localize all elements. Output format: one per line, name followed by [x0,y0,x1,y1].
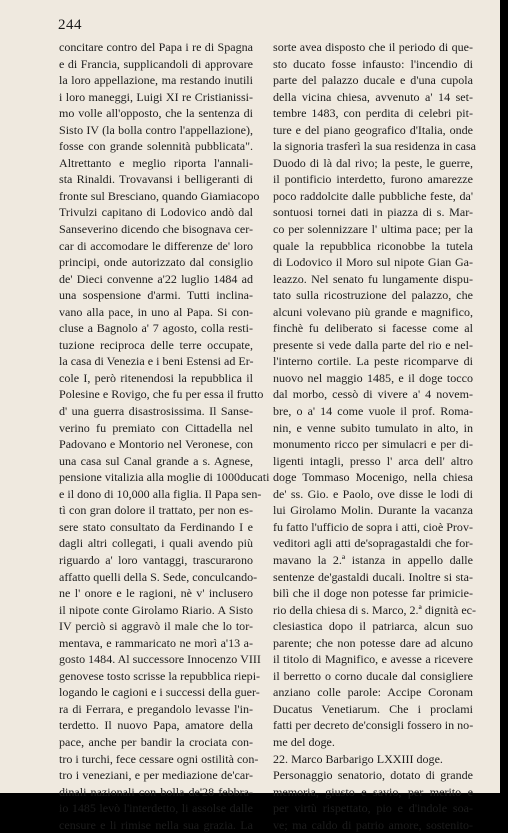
text-line: di Lodovico il Moro sul nipote Gian Ga- [273,255,473,270]
text-line: parte del palazzo ducale e d'una cupola [273,73,473,88]
text-line: poco raddolcite dalle pubbliche feste, da' [273,188,473,203]
text-line: tì con gran dolore il trattato, per non es- [59,503,253,518]
text-line: bre, o a' 14 come vuole il prof. Roma- [273,404,473,419]
text-line: e di Francia, supplicandoli di approvare [59,56,253,71]
text-line: sorte avea disposto che il periodo di que- [273,40,473,54]
text-line: ne l' onore e le ragioni, nè v' inclusero [59,586,253,601]
text-line: Sanseverino dicendo che bisognava cer- [59,222,253,237]
text-line: logando le cagioni e i successi della guer- [59,685,260,700]
text-line: l'interno cortile. La peste ricomparve di [273,354,473,369]
text-line: 22. Marco Barbarigo LXXIII doge. [273,751,443,766]
text-line: ligenti intagli, presso l' arca dell' altro [273,453,473,468]
text-line: pensione vitalizia alla moglie di 1000ducati [59,470,270,485]
text-line: doge Tommaso Mocenigo, nella chiesa [273,470,473,485]
text-line: Personaggio senatorio, dotato di grande [273,768,473,783]
text-line: la loro appellazione, ma restando inutili [59,73,253,88]
text-line: sto ducato fosse infausto: l'incendio di [273,56,473,71]
text-line: e il dono di 10,000 alla figlia. Il Papa sen- [59,486,262,501]
text-line: concitare contro del Papa i re di Spagna [59,40,253,54]
text-line: della vicina chiesa, avvenuto a' 14 set- [273,89,473,104]
text-line: terdetto. Il nuovo Papa, amatore della [59,718,253,733]
text-line: io 1485 levò l'interdetto, li assolse dalle [59,801,253,816]
text-line: fatti per decreto de'consigli fossero in no- [273,718,474,733]
text-line: clesiastica dopo il patriarca, alcun suo [273,619,473,634]
text-line: genovese tosto scrisse la repubblica riepi- [59,668,261,683]
text-line: riguardo a' loro vantaggi, trascurarono [59,552,253,567]
text-line: IV perciò si aggravò il male che lo tor- [59,619,253,634]
text-line: veditori agli atti de'sopragastaldi che for- [273,536,473,551]
text-line: cluse a Bagnolo a' 7 agosto, colla resti- [59,321,253,336]
text-line: fosse con grande solennità pubblicata". [59,139,253,154]
text-line: Padovano e Montorio nel Veronese, con [59,437,253,452]
text-line: de' ss. Gio. e Paolo, ove disse le lodi di [273,486,473,501]
text-line: dagli altri collegati, i quali avendo più [59,536,253,551]
text-line: dinali nazionali con bolla de'28 febbra- [59,784,253,799]
text-line: nuovo nel maggio 1485, e il doge tocco [273,370,473,385]
text-line: car di accomodare le differenze de' loro [59,238,253,253]
text-line: sentenze de'gastaldi ducali. Inoltre si sta- [273,569,473,584]
text-line: presente si vede dalla parte del rio e nel- [273,337,473,352]
text-line: bilì che il doge non potesse far primicie- [273,586,473,601]
text-line: vano alla pace, in uno al Papa. Si con- [59,304,253,319]
right-column [273,39,477,833]
page-number: 244 [58,17,82,33]
text-line: tro i turchi, fece cessare ogni ostilità con- [59,751,259,766]
text-line: il berretto o corno ducale dal consigliere [273,668,473,683]
text-line: una sospensione d'armi. Tutti inclina- [59,288,253,303]
text-line: Sisto IV (la bolla contro l'appellazione), [59,122,253,137]
text-line: sta Rinaldi. Trovavansi i belligeranti di [59,172,253,187]
text-line: Ducatus Venetiarum. Che i proclami [273,701,473,716]
text-line: mavano la 2.ª istanza in appello dalle [273,552,473,567]
text-line: censure e li rimise nella sua grazia. La [59,817,253,832]
text-line: cole I, però ritenendosi la repubblica il [59,370,253,385]
left-column [59,39,270,833]
text-line: monumento ricco per simulacri e per di- [273,437,473,452]
text-line: per virtù rispettato, pio e d'indole soa- [273,801,473,816]
text-line: quale la repubblica riconobbe la tutela [273,238,473,253]
text-line: principi, onde autorizzato dal consiglio [59,255,253,270]
text-line: verino fu premiato con Cittadella nel [59,420,253,435]
text-line: tembre 1483, con perdita di celebri pit- [273,106,473,121]
text-line: Polesine e Rovigo, che fu per essa il frutto [59,387,264,402]
text-line: co per solennizzare l' ultima pace; per la [273,222,473,237]
text-line: rio della chiesa di s. Marco, 2.ª dignità ec- [273,602,477,617]
text-line: d' una guerra disastrosissima. Il Sanse- [59,404,253,419]
text-line: dal morbo, cessò di vivere a' 4 novem- [273,387,473,402]
text-line: fu fatto l'ufficio de sopra i atti, cioè Prov- [273,519,473,534]
text-line: leazzo. Nel senato fu lungamente dispu- [273,271,473,286]
text-line: pace, anche per bandir la crociata con- [59,734,253,749]
text-line: me del doge. [273,734,335,749]
text-line: una casa sul Canal grande a s. Agnese, [59,453,253,468]
text-line: il nipote conte Girolamo Riario. A Sisto [59,602,253,617]
text-line: i loro maneggi, Luigi XI re Cristianissi- [59,89,253,104]
text-line: memoria, giusto e savio, per merito e [273,784,473,799]
text-line: ve; ma caldo di patrio amore, sostenito- [273,817,473,832]
text-line: sere stato consultato da Ferdinando I e [59,519,253,534]
text-line: tato sulla ricostruzione del palazzo, che [273,288,473,303]
text-line: mo volle all'opposto, che la sentenza di [59,106,253,121]
text-line: finchè fu deliberato si facesse come al [273,321,473,336]
text-line: fronte sul Bresciano, quando Giamiacopo [59,188,260,203]
text-line: affatto quelli della S. Sede, conculcando- [59,569,258,584]
text-line: mentava, e rammaricato ne morì a'13 a- [59,635,253,650]
text-line: Duodo di là dal rivo; la peste, le guerre, [273,155,473,170]
text-line: Trivulzi capitano di Lodovico andò dal [59,205,253,220]
text-line: tuzione reciproca delle terre occupate, [59,337,253,352]
text-line: ture e del piano geografico d'Italia, onde [273,122,473,137]
text-line: lui Girolamo Molin. Durante la vacanza [273,503,473,518]
text-line: anziano colle parole: Accipe Coronam [273,685,473,700]
text-line: la casa di Venezia e i beni Estensi ad Er- [59,354,254,369]
text-line: de' Dieci convenne a'22 luglio 1484 ad [59,271,253,286]
text-line: tro i veneziani, e per mediazione de'car- [59,768,253,783]
text-line: Altrettanto e meglio riporta l'annali- [59,155,253,170]
text-line: alcuni volevano più grande e magnifico, [273,304,473,319]
text-line: parente; che non potesse dare ad alcuno [273,635,473,650]
text-line: nin, e venne subito tumulato in alto, in [273,420,473,435]
text-line: il pontificio interdetto, furono amarezze [273,172,473,187]
text-line: sontuosi tornei dati in piazza di s. Mar- [273,205,473,220]
text-line: il titolo di Magnifico, e avesse a ricevere [273,652,473,667]
text-line: la signoria trasferì la sua residenza in casa [273,139,477,154]
text-line: ra di Ferrara, e pregandolo levasse l'in- [59,701,253,716]
text-line: gosto 1484. Al successore Innocenzo VIII [59,652,261,667]
